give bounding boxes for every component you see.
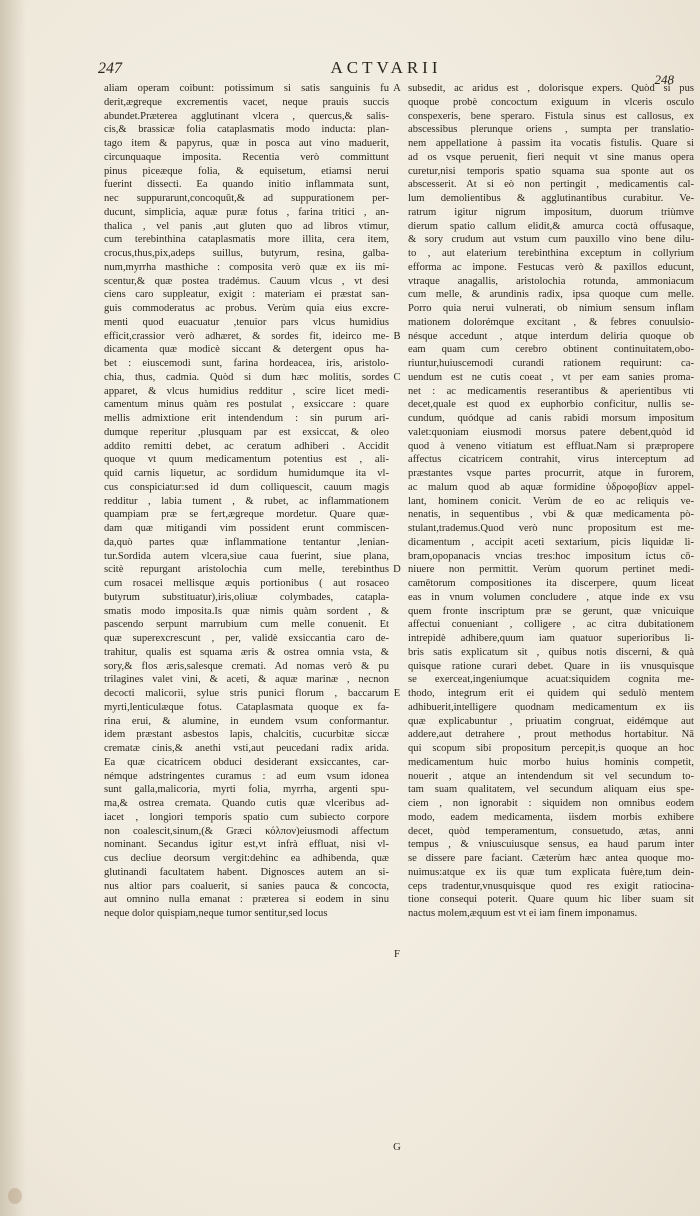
text-line: cis,& brassicæ folia cataplasmatis modo inducta: plan-	[104, 124, 389, 136]
text-line: se exerceat,ingeniumque acuat:siquidem cognita me-	[408, 674, 694, 686]
running-title: ACTVARII	[330, 58, 442, 77]
text-line: ceps tradentur,vnusquisque quod res exigit ratiocina-	[408, 880, 694, 892]
text-line: tur.Sordida autem vlcera,siue caua fuerint, siue plana,	[104, 550, 389, 562]
text-line: addito remitti debet, ac ceratum adhiberi . Accidit	[104, 440, 389, 452]
text-line: idem præstant asbestos lapis, chalcitis, cucurbitæ siccæ	[104, 729, 389, 741]
text-line: lum demolientibus & agglutinantibus curabitur. Ve-	[408, 193, 694, 204]
text-line: uendum est ne cutis coeat , vt per eam sanies proma-	[408, 371, 694, 383]
text-line: ad os vsque peruenit, fieri nequit vt sine manus opera	[408, 151, 694, 163]
text-line: bris satis explicatum sit , quibus notis discerni, & quà	[408, 646, 694, 658]
text-line: & sory crudum aut vstum cum pauxillo vino bene dilu-	[408, 234, 694, 246]
text-line: aliam operam coibunt: potissimum si satis sanguinis fu	[104, 83, 389, 94]
text-line: ratrum igitur nigrum impositum, duorum triùmve	[408, 206, 694, 218]
text-line: apparet, & vlcus humidius redditur , scire licet medi-	[104, 385, 389, 397]
text-line: quampiam præ se fert,ægreque mordetur. Quare quæ-	[104, 509, 389, 521]
text-line: qui scopum sibi propositum percepit,is quoque an hoc	[408, 743, 694, 754]
text-line: abscesserit. At si eò non pertingit , medicamentis cal-	[408, 179, 694, 191]
text-line: aut omnino nulla emanat : præterea si eodem in sinu	[104, 894, 389, 906]
text-line: da,quò partes quæ inflammatione tentantur ,lenian-	[104, 536, 389, 548]
text-line: cum terebinthina cataplasmatis more illita, cera item,	[104, 234, 389, 246]
paper-stain	[8, 1188, 22, 1204]
text-line: quæ superexcrescunt , per, validè exsiccantia caro de-	[104, 633, 389, 644]
text-line: se dissere pare faciant. Cæterùm hæc antea quoque mo-	[408, 853, 694, 864]
text-line: smatis modo imposita.Is quæ nimis quàm sordent , &	[104, 605, 389, 617]
text-line: thalica , vel panis ,aut gluten quo ad libros vtimur,	[104, 220, 389, 232]
text-line: cus decliue deorsum vergit:dehinc ea adhibenda, quæ	[104, 853, 389, 864]
text-line: pinus piceæque folia, & equisetum, etiamsi nerui	[104, 165, 389, 177]
text-line: quem fronte inscriptum præ se gerunt, quæ vnicuique	[408, 605, 694, 617]
text-line: conspexeris, bene speraro. Fistula sinus est callosus, ex	[408, 110, 694, 122]
text-line: valet:quoniam eiusmodi morsus patere debent,quòd id	[408, 426, 694, 438]
text-line: quisque ratione curari debet. Quare in iis vnusquisque	[408, 660, 694, 672]
text-line: quoque probè concoctum exiguum in vlceris osculo	[408, 96, 694, 108]
text-line: nésque accedunt , atque interdum deliria quoque ob	[408, 330, 694, 342]
text-line: crocus,thus,pix,adeps suillus, butyrum, resina, galba-	[104, 248, 389, 259]
text-line: scentur,& quæ postea tradémus. Cauum vlcus , vt desi	[104, 275, 389, 287]
text-line: præstantes vsque partes procurrit, atque in furorem,	[408, 468, 694, 479]
text-line: tione consequi poterit. Quare quum hic liber suam sit	[408, 894, 694, 906]
text-line: tam suam qualitatem, vel secundum aliquam eius spe-	[408, 784, 694, 796]
text-line: quæ explicabuntur , priuatim congruat, eidémque aut	[408, 715, 694, 727]
text-line: ciens caro suppleatur, exigit : materiam ei præstat san-	[104, 289, 389, 301]
section-marker-g: G	[393, 1141, 401, 1153]
text-line: camētorum compositiones ita discerpere, quum liceat	[408, 578, 694, 589]
text-line: cundum, quódque ad canis rabidi morsum impositum	[408, 413, 694, 424]
text-line: mationem dolorémque excitant , & febres conuulsio-	[408, 316, 694, 328]
text-line: tempus , & vniuscuiusque sensus, ea haud parum inter	[408, 839, 694, 851]
text-line: iacet , longiori temporis spatio cum subiecto corpore	[104, 811, 389, 823]
text-line: myrti,lenticulæque fotus. Cataplasmata quoque ex fa-	[104, 701, 389, 713]
text-line: abundet.Præterea agglutinant vlcera , quercus,& salis-	[104, 110, 389, 122]
text-line: cus conspiciatur:sed id dum colliquescit, cauum magis	[104, 481, 389, 493]
section-marker-e: E	[393, 688, 401, 699]
text-line: chia, thus, cadmia. Quòd si dum hæc molitis, sordes	[104, 371, 389, 383]
text-line: quod à veneno vitiatum est effluat.Nam si præpropere	[408, 440, 694, 452]
text-line: curetur,nisi temporis spatio squama sua sponte aut os	[408, 165, 694, 177]
text-line: num,myrrha masthiche : composita verò quæ ex iis mi-	[104, 261, 389, 273]
text-line: affectus cicatricem contrahit, virus interceptum ad	[408, 454, 694, 466]
text-line: sory,& flos æris,salesque cremati. Ad nomas verò & pu	[104, 660, 389, 672]
text-line: Ea quæ cicatricem obduci desiderant exsiccantes, car-	[104, 756, 389, 768]
text-line: abscessibus plerunque oriens , sumpta per translatio-	[408, 124, 694, 136]
text-line: decocti malicorii, sylue stris punici florum , baccarum	[104, 688, 389, 699]
section-marker-d: D	[393, 564, 401, 576]
text-line: quid carnis liquetur, ac sordidum humidumque ita vl-	[104, 468, 389, 479]
section-marker-f: F	[394, 949, 400, 961]
text-line: dam quæ mitigandi vim possident erunt commiscen-	[104, 523, 389, 534]
right-text-column	[408, 82, 694, 921]
text-line: adhibuerit,intelligere quodnam medicamentum ex iis	[408, 701, 694, 713]
text-line: net : ac medicamentis reserantibus & aperientibus vti	[408, 385, 694, 397]
binding-gutter-shadow	[0, 0, 26, 1216]
section-marker-a: A	[393, 83, 401, 94]
text-line: riuntur,huiuscemodi curandi rationem requirunt: ca-	[408, 358, 694, 369]
text-line: stulant,trademus.Quod verò nunc propositum est me-	[408, 523, 694, 534]
text-line: neque dolor quispiam,neque tumor sentitur,sed locus	[104, 908, 328, 919]
text-line: nenatis, in sequentibus , vbi & quæ medicamenta pò-	[408, 509, 694, 521]
text-line: camentum minus quàm res postulat , exsiccare : quare	[104, 399, 389, 411]
text-line: non coalescit,sinum,(& Græci κόλπον)eiusmodi affectum	[104, 825, 389, 837]
section-marker-c: C	[393, 371, 401, 383]
text-line: nuimus:atque ex iis quæ tum explicata fuère,tum dein-	[408, 866, 694, 878]
page-header	[98, 58, 674, 87]
text-line: medicamentum huic morbo huius hominis competit,	[408, 756, 694, 768]
text-line: mellis admixtione erit intendendum : sin purum ari-	[104, 413, 389, 424]
text-line: ciem , non ignorabit : siquidem non omnibus eodem	[408, 798, 694, 809]
text-line: tago item & papyrus, quæ in posca aut vino maduerit,	[104, 138, 389, 149]
text-line: rina erui, & alumine, in eundem vsum conformantur.	[104, 715, 389, 727]
left-text-column	[104, 82, 389, 921]
text-line: derit,ægreque excrementis vacet, neque prauis succis	[104, 96, 389, 108]
text-line: eam quam cum cerebro obtinent continuitatem,obo-	[408, 344, 694, 356]
text-line: ducunt, simplicia, aquæ puræ fotus , farina tritici , an-	[104, 206, 389, 218]
page-number-right: 248	[654, 72, 674, 87]
text-line: vtraque anagallis, aristolochia rotunda, ammoniacum	[408, 275, 694, 287]
text-line: to , aut elaterium terebinthina exceptum in collyrium	[408, 248, 694, 259]
text-line: cum rosacei mellisque æquis portionibus ( aut rosaceo	[104, 578, 389, 589]
text-line: scitè repurgant aristolochia cum melle, terebinthus	[104, 564, 389, 576]
text-line: trilagines valet vini, & aceti, & aquæ marinæ , necnon	[104, 674, 389, 686]
text-line: niuere non permittit. Verùm quorum pertinet medi-	[408, 564, 694, 576]
text-line: modo, eadem medicamenta, iisdem morbis exhibere	[408, 811, 694, 823]
text-line: eas in vnum volumen concludere , atque inde ex vsu	[408, 591, 694, 603]
text-line: addere,aut detrahere , prout methodus hortabitur. Nā	[408, 729, 694, 741]
text-line: efforma ac impone. Festucas verò & paxillos educunt,	[408, 261, 694, 273]
text-line: redditur , labia tument , & rubet, ac inflammationem	[104, 495, 389, 507]
text-line: dicamentum , accipit aceti sextarium, picis liquidæ li-	[408, 536, 694, 548]
text-line: affectui conueniant , colligere , ac citra dubitationem	[408, 619, 694, 631]
text-line: thodo, integrum erit ei quidem qui sedulò mentem	[408, 688, 694, 699]
text-line: ac malum quod ab aquæ formidine ὑδροφοβίαν appel-	[408, 481, 694, 493]
text-line: nouerit , atque an intendendum sit vel secundum to-	[408, 770, 694, 782]
text-line: circunquaque imposita. Recentia verò committunt	[104, 151, 389, 163]
text-line: subsedit, ac aridus est , dolorisque expers. Quòd si pus	[408, 83, 694, 94]
text-line: némque adstringentes curamus : ad eum vsum idonea	[104, 770, 389, 782]
text-line: decet,quale est quod ex euphorbio conficitur, nullis se-	[408, 399, 694, 411]
text-line: ma,& ostrea cremata. Quando cutis quæ vlceribus ad-	[104, 798, 389, 809]
text-line: dierum spatio callum elidit,& amurca coctà offusaque,	[408, 220, 694, 232]
text-line: glutinandi facultatem habent. Dignosces autem an si-	[104, 866, 389, 878]
text-line: quoque vt quum medicamentum potentius est , ali-	[104, 454, 389, 466]
text-line: butyrum substituatur),iris,oliuæ colymbades, catapla-	[104, 591, 389, 603]
text-line: cum melle, & arundinis radix, ipsa quoque cum melle.	[408, 289, 694, 301]
text-line: efficit,crassior verò adhæret, & sordes fit, ideirco me-	[104, 330, 389, 342]
text-line: bet : eiuscemodi sunt, farina hordeacea, iris, aristolo-	[104, 358, 389, 369]
text-line: dicamenta quæ modicè siccant & detergent opus ha-	[104, 344, 389, 356]
text-line: pascendo serpunt marrubium cum melle conuenit. Et	[104, 619, 389, 631]
text-line: dumque reperitur ,plusquam par est exsiccat, & oleo	[104, 426, 389, 438]
text-line: guis commoderatus ac probus. Verùm quia eius excre-	[104, 303, 389, 314]
text-line: trahitur, qualis est squama æris & ostrea omnia vsta, &	[104, 646, 389, 658]
page-number-left: 247	[98, 60, 122, 77]
text-line: bram,opopanacis vncias tres:hoc impositum ictus cō-	[408, 550, 694, 562]
text-line: nominant. Secandus igitur est,vt infrà effluat, nisi vl-	[104, 839, 389, 851]
section-marker-b: B	[393, 330, 401, 342]
text-line: Porro quia nerui vulnerati, ob nimium sensum inflam	[408, 303, 694, 314]
text-line: nec suppurarunt,concoquūt,& ad suppurationem per-	[104, 193, 389, 204]
text-line: lant, hominem conicit. Verùm de eo ac reliquis ve-	[408, 495, 694, 507]
text-line: menti quod euacuatur ,tenuior pars vlcus humidius	[104, 316, 389, 328]
text-line: intrepidè adhibere,quum iam quatuor superioribus li-	[408, 633, 694, 644]
text-line: nactus molem,æquum est vt ei iam finem imponamus.	[408, 908, 638, 919]
text-line: nus altior pars coaluerit, si sanies pauca & concocta,	[104, 880, 389, 892]
text-line: crematæ cinis,& anethi vsti,aut peucedani radix arida.	[104, 743, 389, 754]
text-line: nem appellatione à passim ita vocatis fistulis. Quare si	[408, 138, 694, 149]
text-line: fuerint dissecti. Ea quando initio inflammata sunt,	[104, 179, 389, 191]
text-line: sunt galla,malicoria, myrti folia, myrrha, argenti spu-	[104, 784, 389, 796]
text-line: decet, quòd temperamentum, consuetudo, ætas, anni	[408, 825, 694, 837]
